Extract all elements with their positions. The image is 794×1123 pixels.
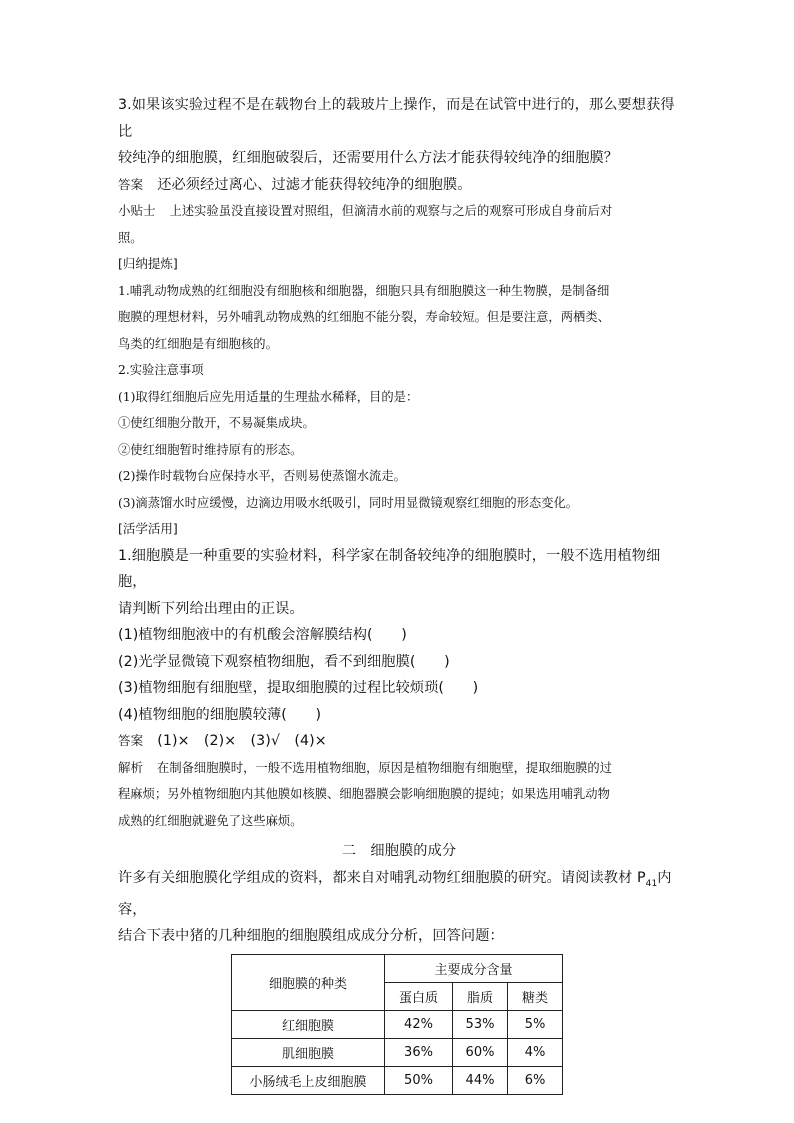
table-row — [232, 1038, 563, 1066]
intro-text-b: 内容， — [118, 869, 672, 918]
membrane-composition-table — [231, 954, 563, 1095]
note-1b: ②使红细胞暂时维持原有的形态。 — [118, 442, 303, 457]
summary-item1-line1: 1.哺乳动物成熟的红细胞没有细胞核和细胞器，细胞只具有细胞膜这一种生物膜，是制备细 — [118, 283, 610, 298]
analysis-label: 解析 — [118, 759, 144, 775]
practice-q1-line1: 1.细胞膜是一种重要的实验材料，科学家在制备较纯净的细胞膜时，一般不选用植物细胞， — [118, 547, 661, 590]
analysis-line-1 — [118, 755, 680, 782]
tip-label: 小贴士 — [118, 203, 156, 218]
cell-value: 44% — [453, 1066, 508, 1094]
column-header-sugar: 糖类 — [508, 982, 563, 1010]
answer-label: 答案 — [118, 176, 144, 192]
analysis-text: 在制备细胞膜时，一般不选用植物细胞，原因是植物细胞有细胞壁，提取细胞膜的过 — [157, 760, 613, 775]
intro-text-a: 许多有关细胞膜化学组成的资料，都来自对哺乳动物红细胞膜的研究。请阅读教材 P — [118, 869, 646, 886]
practice-answer — [118, 728, 680, 755]
q3-line-1: 3.如果该实验过程不是在载物台上的载玻片上操作，而是在试管中进行的，那么要想获得比 — [118, 97, 675, 140]
table-row — [232, 1010, 563, 1038]
column-header-protein: 蛋白质 — [385, 982, 453, 1010]
cell-value: 6% — [508, 1066, 563, 1094]
analysis-line-3: 成熟的红细胞就避免了这些麻烦。 — [118, 813, 303, 828]
tip-line-1 — [118, 198, 680, 225]
q3-answer — [118, 172, 680, 199]
practice-q1-line2: 请判断下列给出理由的正误。 — [118, 600, 304, 617]
practice-heading: [活学活用] — [118, 521, 178, 536]
note-3: (3)滴蒸馏水时应缓慢，边滴边用吸水纸吸引，同时用显微镜观察红细胞的形态变化。 — [118, 495, 579, 510]
cell-value: 5% — [508, 1010, 563, 1038]
tip-text: 上述实验虽没直接设置对照组，但滴清水前的观察与之后的观察可形成自身前后对 — [169, 204, 613, 218]
section-intro-line2: 结合下表中猪的几种细胞的细胞膜组成成分分析，回答问题： — [118, 928, 504, 945]
summary-item1-line3: 鸟类的红细胞是有细胞核的。 — [118, 336, 278, 351]
intro-page-subscript: 41 — [645, 878, 658, 889]
cell-value: 4% — [508, 1038, 563, 1066]
row-name: 小肠绒毛上皮细胞膜 — [232, 1066, 385, 1094]
option-3: (3)植物细胞有细胞壁，提取细胞膜的过程比较烦琐( ) — [118, 680, 479, 696]
summary-item2-title: 2.实验注意事项 — [118, 363, 204, 377]
note-1: (1)取得红细胞后应先用适量的生理盐水稀释，目的是： — [118, 389, 419, 404]
column-header-lipid: 脂质 — [453, 982, 508, 1010]
document-page — [118, 92, 680, 1095]
practice-answer-text: (1)× (2)× (3)√ (4)× — [157, 733, 327, 749]
q3-line-2: 较纯净的细胞膜，红细胞破裂后，还需要用什么方法才能获得较纯净的细胞膜？ — [118, 150, 619, 166]
tip-line-2: 照。 — [118, 230, 143, 245]
analysis-line-2: 程麻烦；另外植物细胞内其他膜如核膜、细胞器膜会影响细胞膜的提纯；如果选用哺乳动物 — [118, 787, 610, 801]
note-2: (2)操作时载物台应保持水平，否则易使蒸馏水流走。 — [118, 469, 406, 483]
summary-item1-line2: 胞膜的理想材料，另外哺乳动物成熟的红细胞不能分裂，寿命较短。但是要注意，两栖类、 — [118, 310, 610, 324]
note-1a: ①使红细胞分散开，不易凝集成块。 — [118, 416, 315, 430]
option-4: (4)植物细胞的细胞膜较薄( ) — [118, 706, 322, 723]
answer-text: 还必须经过离心、过滤才能获得较纯净的细胞膜。 — [157, 176, 472, 193]
option-1: (1)植物细胞液中的有机酸会溶解膜结构( ) — [118, 627, 407, 643]
cell-value: 53% — [453, 1010, 508, 1038]
main-components-header: 主要成分含量 — [385, 954, 563, 982]
row-name: 红细胞膜 — [232, 1010, 385, 1038]
cell-value: 36% — [385, 1038, 453, 1066]
section-title: 二 细胞膜的成分 — [341, 843, 457, 859]
table-row — [232, 1066, 563, 1094]
type-header: 细胞膜的种类 — [232, 954, 385, 1010]
row-name: 肌细胞膜 — [232, 1038, 385, 1066]
cell-value: 42% — [385, 1010, 453, 1038]
cell-value: 50% — [385, 1066, 453, 1094]
option-2: (2)光学显微镜下观察植物细胞，看不到细胞膜( ) — [118, 653, 450, 670]
table-header-row — [232, 954, 563, 982]
section-intro-line1 — [118, 865, 680, 924]
practice-answer-label: 答案 — [118, 733, 144, 748]
summary-heading: [归纳提炼] — [118, 256, 178, 271]
cell-value: 60% — [453, 1038, 508, 1066]
